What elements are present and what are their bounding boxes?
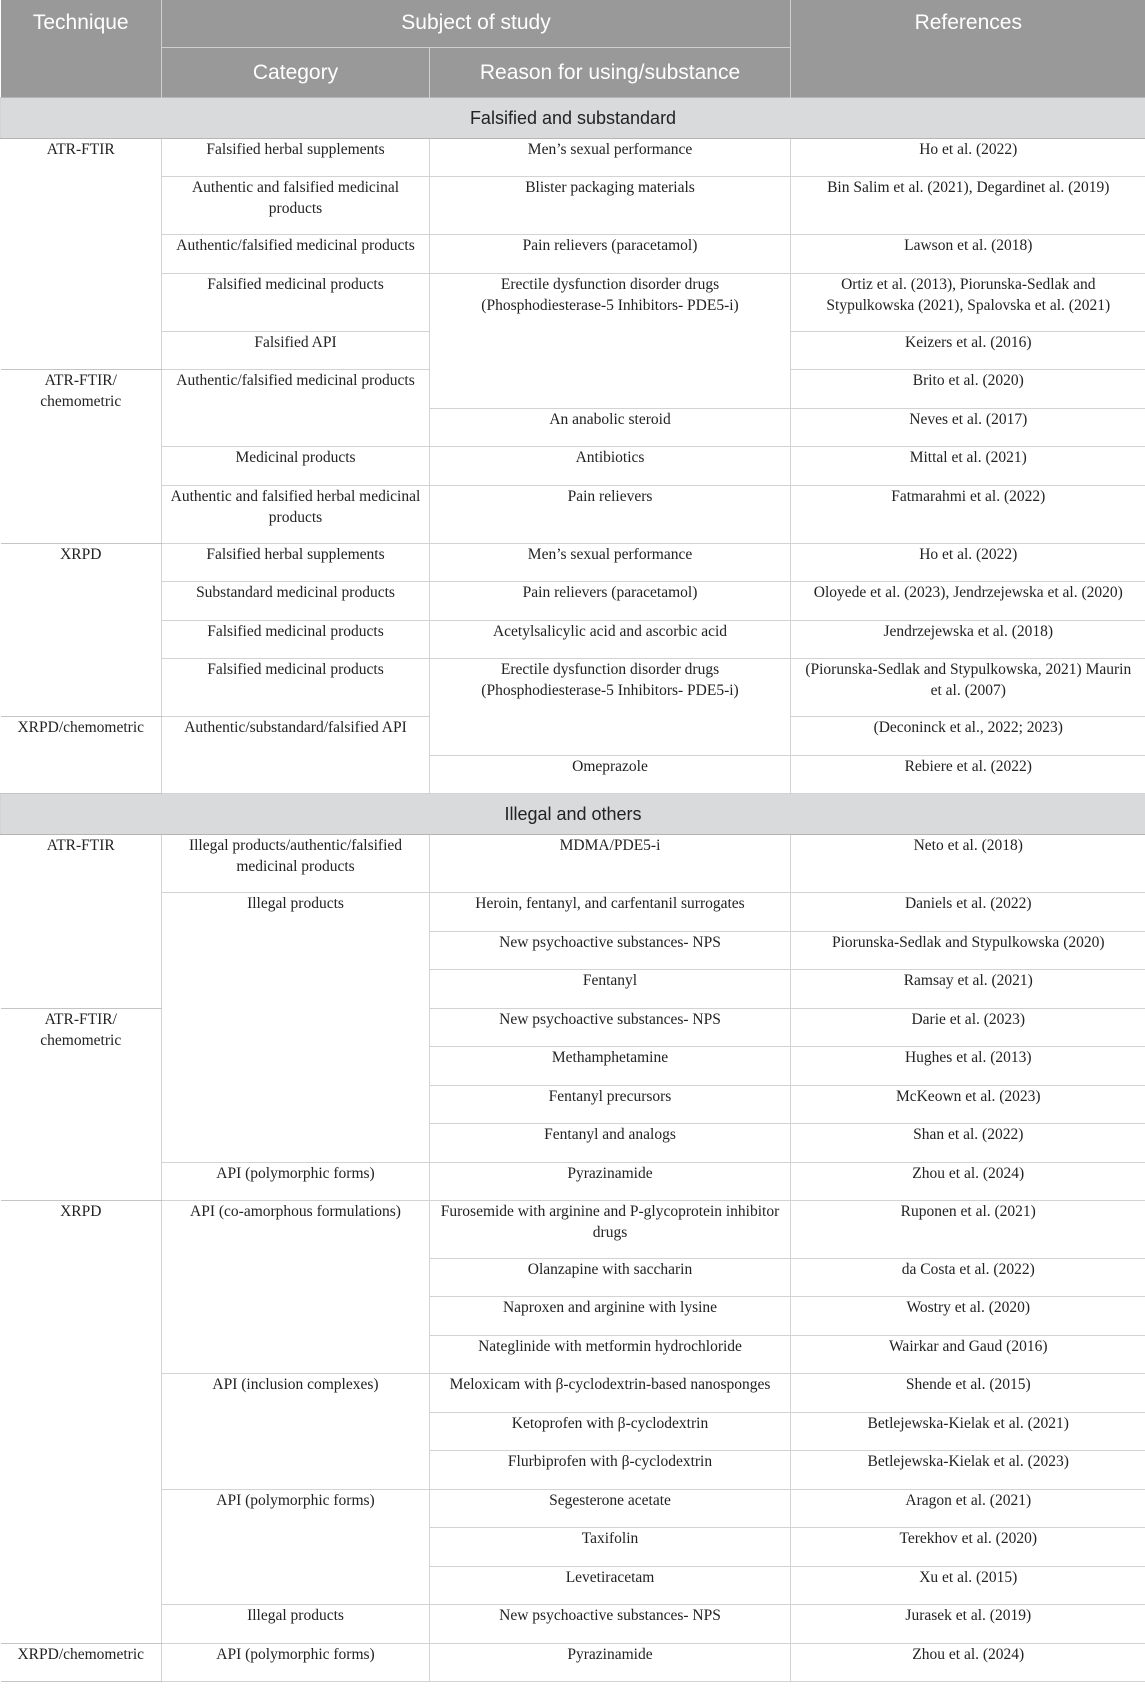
reference-cell: Bin Salim et al. (2021), Degardinet al. (2019) (791, 177, 1145, 235)
reason-cell: Men’s sexual performance (430, 544, 791, 582)
reason-cell: Omeprazole (430, 756, 791, 794)
category-cell: API (polymorphic forms) (162, 1163, 430, 1201)
reference-cell: Ortiz et al. (2013), Piorunska-Sedlak and Stypulkowska (2021), Spalovska et al. (2021) (791, 274, 1145, 332)
category-cell: Falsified medicinal products (162, 659, 430, 717)
technique-cell: XRPD (1, 544, 162, 717)
category-cell: Falsified medicinal products (162, 274, 430, 332)
category-cell: Medicinal products (162, 447, 430, 486)
reference-cell: Neto et al. (2018) (791, 835, 1145, 893)
header-references: References (791, 0, 1145, 98)
category-cell: Falsified herbal supplements (162, 544, 430, 582)
category-cell: Falsified medicinal products (162, 621, 430, 659)
reason-cell: Methamphetamine (430, 1047, 791, 1086)
category-cell: Substandard medicinal products (162, 582, 430, 621)
category-cell: API (polymorphic forms) (162, 1490, 430, 1605)
reference-cell: Piorunska-Sedlak and Stypulkowska (2020) (791, 932, 1145, 970)
reference-cell: Shende et al. (2015) (791, 1374, 1145, 1413)
reason-cell: Pain relievers (430, 486, 791, 544)
reason-cell: Olanzapine with saccharin (430, 1259, 791, 1297)
section-falsified-substandard: Falsified and substandard (1, 98, 1145, 139)
category-cell: Illegal products (162, 1605, 430, 1644)
category-cell: Authentic/substandard/falsified API (162, 717, 430, 794)
category-cell: API (polymorphic forms) (162, 1644, 430, 1682)
category-cell: Falsified herbal supplements (162, 139, 430, 177)
header-subject-of-study: Subject of study (162, 0, 791, 48)
reference-cell: Aragon et al. (2021) (791, 1490, 1145, 1528)
section-illegal-and-others: Illegal and others (1, 794, 1145, 835)
technique-cell: ATR-FTIR (1, 139, 162, 370)
reference-cell: Wostry et al. (2020) (791, 1297, 1145, 1336)
category-cell: Falsified API (162, 332, 430, 370)
reference-cell: Betlejewska-Kielak et al. (2023) (791, 1451, 1145, 1490)
technique-cell: XRPD/chemometric (1, 717, 162, 794)
reference-cell: Betlejewska-Kielak et al. (2021) (791, 1413, 1145, 1451)
reference-cell: Jurasek et al. (2019) (791, 1605, 1145, 1644)
reference-cell: Hughes et al. (2013) (791, 1047, 1145, 1086)
reason-cell: Nateglinide with metformin hydrochloride (430, 1336, 791, 1374)
header-technique: Technique (1, 0, 162, 98)
reason-cell: Pain relievers (paracetamol) (430, 235, 791, 274)
header-category: Category (162, 48, 430, 98)
header-reason: Reason for using/substance (430, 48, 791, 98)
reference-cell: Ho et al. (2022) (791, 544, 1145, 582)
reason-cell: An anabolic steroid (430, 409, 791, 447)
reference-cell: Rebiere et al. (2022) (791, 756, 1145, 794)
reference-cell: Lawson et al. (2018) (791, 235, 1145, 274)
reason-cell: Furosemide with arginine and P-glycoprotein inhibitor drugs (430, 1201, 791, 1259)
category-cell: Illegal products/authentic/falsified medicinal products (162, 835, 430, 893)
reference-cell: Shan et al. (2022) (791, 1124, 1145, 1163)
reference-cell: Daniels et al. (2022) (791, 893, 1145, 932)
reason-cell: Heroin, fentanyl, and carfentanil surrogates (430, 893, 791, 932)
technique-cell: XRPD (1, 1201, 162, 1644)
reason-cell: New psychoactive substances- NPS (430, 1009, 791, 1047)
reference-cell: Zhou et al. (2024) (791, 1163, 1145, 1201)
reference-cell: Jendrzejewska et al. (2018) (791, 621, 1145, 659)
reason-cell: Blister packaging materials (430, 177, 791, 235)
reference-cell: Ruponen et al. (2021) (791, 1201, 1145, 1259)
reason-cell: Erectile dysfunction disorder drugs (Phosphodiesterase-5 Inhibitors- PDE5-i) (430, 659, 791, 756)
reason-cell: Segesterone acetate (430, 1490, 791, 1528)
reference-cell: Keizers et al. (2016) (791, 332, 1145, 370)
reason-cell: Flurbiprofen with β-cyclodextrin (430, 1451, 791, 1490)
reason-cell: Meloxicam with β-cyclodextrin-based nanosponges (430, 1374, 791, 1413)
reason-cell: Fentanyl (430, 970, 791, 1009)
reason-cell: Acetylsalicylic acid and ascorbic acid (430, 621, 791, 659)
category-cell: Illegal products (162, 893, 430, 1163)
reason-cell: Levetiracetam (430, 1567, 791, 1605)
reference-cell: Fatmarahmi et al. (2022) (791, 486, 1145, 544)
reference-cell: Oloyede et al. (2023), Jendrzejewska et al. (2020) (791, 582, 1145, 621)
reason-cell: Fentanyl and analogs (430, 1124, 791, 1163)
category-cell: Authentic and falsified herbal medicinal products (162, 486, 430, 544)
reason-cell: Pyrazinamide (430, 1163, 791, 1201)
reason-cell: Pain relievers (paracetamol) (430, 582, 791, 621)
reference-cell: Darie et al. (2023) (791, 1009, 1145, 1047)
category-cell: Authentic/falsified medicinal products (162, 370, 430, 447)
technique-cell: ATR-FTIR/ chemometric (1, 1009, 162, 1201)
reason-cell: Ketoprofen with β-cyclodextrin (430, 1413, 791, 1451)
reason-cell: New psychoactive substances- NPS (430, 932, 791, 970)
category-cell: Authentic/falsified medicinal products (162, 235, 430, 274)
reference-cell: Neves et al. (2017) (791, 409, 1145, 447)
category-cell: API (co-amorphous formulations) (162, 1201, 430, 1374)
technique-cell: ATR-FTIR (1, 835, 162, 1009)
reference-cell: Ho et al. (2022) (791, 139, 1145, 177)
reference-cell: Zhou et al. (2024) (791, 1644, 1145, 1682)
reference-cell: Brito et al. (2020) (791, 370, 1145, 409)
reference-cell: (Deconinck et al., 2022; 2023) (791, 717, 1145, 756)
technique-cell: ATR-FTIR/ chemometric (1, 370, 162, 544)
reference-cell: da Costa et al. (2022) (791, 1259, 1145, 1297)
reference-cell: Wairkar and Gaud (2016) (791, 1336, 1145, 1374)
reason-cell: MDMA/PDE5-i (430, 835, 791, 893)
reason-cell: Men’s sexual performance (430, 139, 791, 177)
reference-cell: Xu et al. (2015) (791, 1567, 1145, 1605)
reason-cell: Naproxen and arginine with lysine (430, 1297, 791, 1336)
reason-cell: Pyrazinamide (430, 1644, 791, 1682)
reference-cell: Terekhov et al. (2020) (791, 1528, 1145, 1567)
category-cell: API (inclusion complexes) (162, 1374, 430, 1490)
reference-cell: McKeown et al. (2023) (791, 1086, 1145, 1124)
reference-cell: Ramsay et al. (2021) (791, 970, 1145, 1009)
category-cell: Authentic and falsified medicinal products (162, 177, 430, 235)
reason-cell: New psychoactive substances- NPS (430, 1605, 791, 1644)
reason-cell: Fentanyl precursors (430, 1086, 791, 1124)
reason-cell: Taxifolin (430, 1528, 791, 1567)
reference-cell: (Piorunska-Sedlak and Stypulkowska, 2021) Maurin et al. (2007) (791, 659, 1145, 717)
technique-cell: XRPD/chemometric (1, 1644, 162, 1682)
reference-cell: Mittal et al. (2021) (791, 447, 1145, 486)
reason-cell: Erectile dysfunction disorder drugs (Phosphodiesterase-5 Inhibitors- PDE5-i) (430, 274, 791, 409)
reason-cell: Antibiotics (430, 447, 791, 486)
